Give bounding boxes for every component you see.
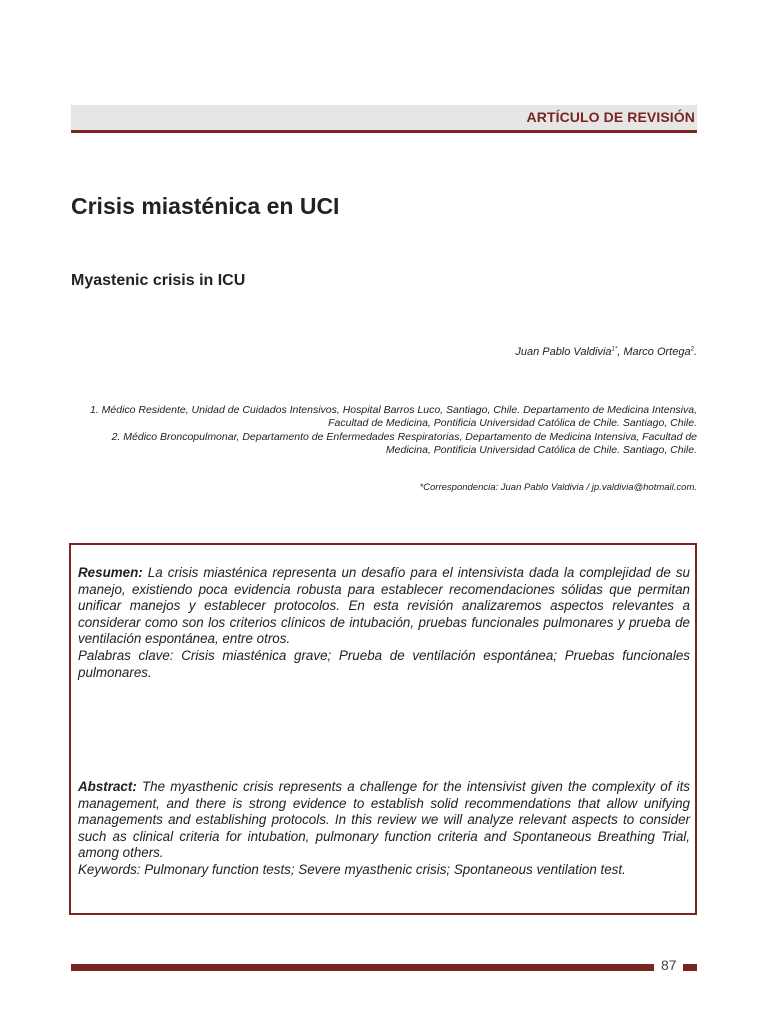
author-2: Marco Ortega — [623, 346, 691, 358]
author-1: Juan Pablo Valdivia — [515, 346, 612, 358]
abstract-label: Abstract: — [78, 779, 137, 794]
section-label: ARTÍCULO DE REVISIÓN — [526, 109, 695, 125]
resumen-text: La crisis miasténica representa un desafío para el intensivista dada la complejidad de su manejo, existiendo poca evidencia robusta para establecer recomendaciones sólidas que permitan unificar manejos y establecer protocolos. En esta revisión analizaremos aspectos relevantes a considerar como son los criterios clínicos de intubación, pruebas funcionales pulmonares y prueba de ventilación espontánea, entre otros. — [78, 565, 690, 647]
abstract-text: The myasthenic crisis represents a challenge for the intensivist given the complexity of its management, and there is strong evidence to establish solid recommendations that allow unifying managements and establishing protocols. In this review we will analyze relevant aspects to consider such as clinical criteria for intubation, pulmonary function criteria and Spontaneous Breathing Trial, among others. — [78, 779, 690, 861]
article-subtitle: Myastenic crisis in ICU — [71, 272, 246, 289]
affiliation-1: 1. Médico Residente, Unidad de Cuidados Intensivos, Hospital Barros Luco, Santiago, Chile. Departamento de Medicina Intensiva, Facultad de Medicina, Pontificia Universidad Católica de Chile. Santiago, Chile. — [89, 404, 697, 430]
author-separator: , — [617, 346, 624, 358]
correspondence-note: *Correspondencia: Juan Pablo Valdivia / jp.valdivia@hotmail.com. — [419, 482, 697, 493]
author-2-affiliation-mark: 2 — [690, 346, 694, 353]
footer-bar-end — [683, 964, 697, 971]
abstract-paragraph — [78, 779, 690, 879]
author-1-affiliation-mark: 1* — [611, 346, 618, 353]
affiliations — [71, 404, 697, 458]
resumen-paragraph — [78, 565, 690, 681]
authors-end: . — [693, 346, 697, 358]
resumen-label: Resumen: — [78, 565, 143, 580]
section-header-bar — [71, 105, 697, 133]
palabras-clave: Palabras clave: Crisis miasténica grave; Prueba de ventilación espontánea; Pruebas funcionales pulmonares. — [78, 647, 690, 680]
keywords: Keywords: Pulmonary function tests; Severe myasthenic crisis; Spontaneous ventilation test. — [78, 861, 626, 877]
affiliation-2: 2. Médico Broncopulmonar, Departamento de Enfermedades Respiratorias, Departamento de Medicina Intensiva, Facultad de Medicina, Pontificia Universidad Católica de Chile. Santiago, Chile. — [111, 430, 697, 457]
authors-line — [515, 346, 697, 358]
article-title: Crisis miasténica en UCI — [71, 193, 340, 219]
footer-bar — [71, 964, 654, 971]
page-number: 87 — [661, 957, 677, 973]
abstract-box — [69, 543, 697, 915]
